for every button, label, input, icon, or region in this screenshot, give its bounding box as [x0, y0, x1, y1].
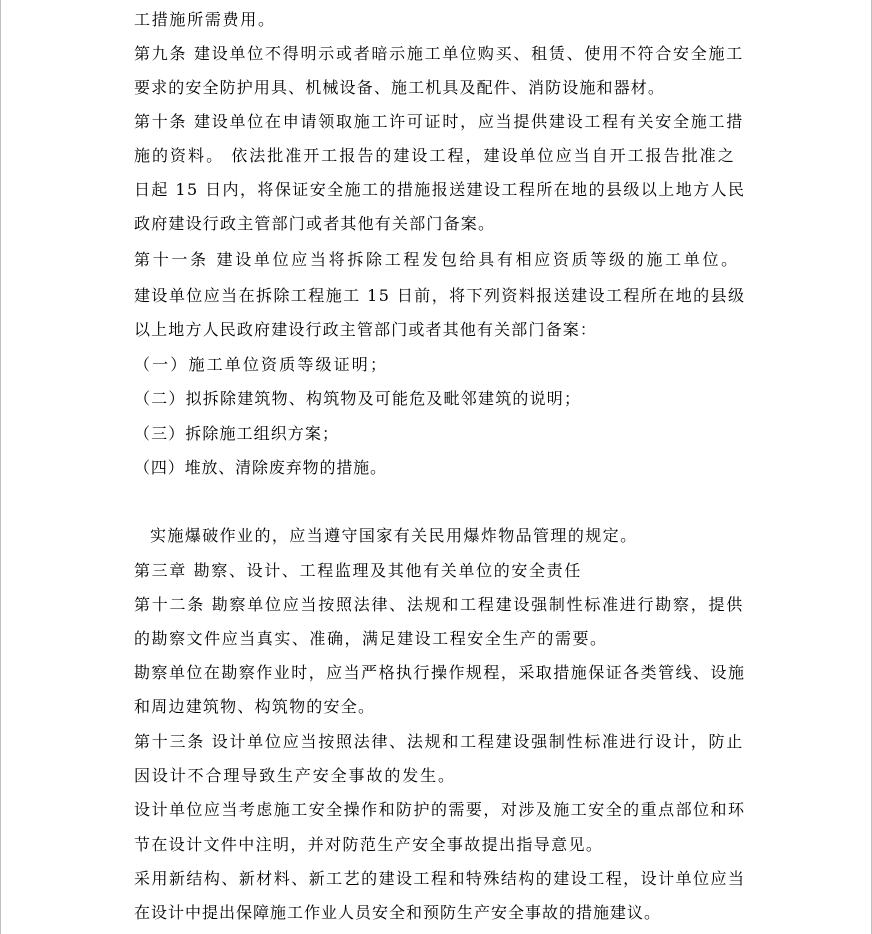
text-line: 节在设计文件中注明，并对防范生产安全事故提出指导意见。	[134, 835, 604, 854]
text-line: 政府建设行政主管部门或者其他有关部门备案。	[134, 214, 496, 233]
text-line: 设计单位应当考虑施工安全操作和防护的需要，对涉及施工安全的重点部位和环	[134, 800, 746, 819]
list-item: （二）拟拆除建筑物、构筑物及可能危及毗邻建筑的说明；	[134, 389, 582, 408]
text-line: 施的资料。 依法批准开工报告的建设工程，建设单位应当自开工报告批准之	[134, 146, 736, 165]
text-line: 实施爆破作业的，应当遵守国家有关民用爆炸物品管理的规定。	[150, 526, 638, 545]
list-item: （三）拆除施工组织方案；	[134, 424, 340, 443]
article-11-heading: 第十一条 建设单位应当将拆除工程发包给具有相应资质等级的施工单位。	[134, 250, 740, 269]
list-item: （四）堆放、清除废弃物的措施。	[134, 458, 387, 477]
text-line: 和周边建筑物、构筑物的安全。	[134, 697, 376, 716]
text-line: 勘察单位在勘察作业时，应当严格执行操作规程，采取措施保证各类管线、设施	[134, 663, 746, 682]
article-13-heading: 第十三条 设计单位应当按照法律、法规和工程建设强制性标准进行设计，防止	[134, 732, 744, 751]
text-line: 的勘察文件应当真实、准确，满足建设工程安全生产的需要。	[134, 629, 608, 648]
article-10-heading: 第十条 建设单位在申请领取施工许可证时，应当提供建设工程有关安全施工措	[134, 112, 744, 131]
text-line: 以上地方人民政府建设行政主管部门或者其他有关部门备案：	[134, 320, 598, 339]
page-left-edge	[0, 0, 1, 934]
article-12-heading: 第十二条 勘察单位应当按照法律、法规和工程建设强制性标准进行勘察，提供	[134, 595, 744, 614]
text-line: 建设单位应当在拆除工程施工 15 日前，将下列资料报送建设工程所在地的县级	[134, 286, 746, 305]
list-item: （一）施工单位资质等级证明；	[134, 355, 389, 374]
chapter-3-heading: 第三章 勘察、设计、工程监理及其他有关单位的安全责任	[134, 561, 582, 580]
text-line: 要求的安全防护用具、机械设备、施工机具及配件、消防设施和器材。	[134, 78, 666, 97]
text-line: 工措施所需费用。	[134, 10, 276, 29]
text-line: 日起 15 日内，将保证安全施工的措施报送建设工程所在地的县级以上地方人民	[134, 180, 746, 199]
article-9-heading: 第九条 建设单位不得明示或者暗示施工单位购买、租赁、使用不符合安全施工	[134, 44, 744, 63]
text-line: 在设计中提出保障施工作业人员安全和预防生产安全事故的措施建议。	[134, 903, 662, 922]
text-line: 采用新结构、新材料、新工艺的建设工程和特殊结构的建设工程，设计单位应当	[134, 869, 746, 888]
text-line: 因设计不合理导致生产安全事故的发生。	[134, 766, 456, 785]
